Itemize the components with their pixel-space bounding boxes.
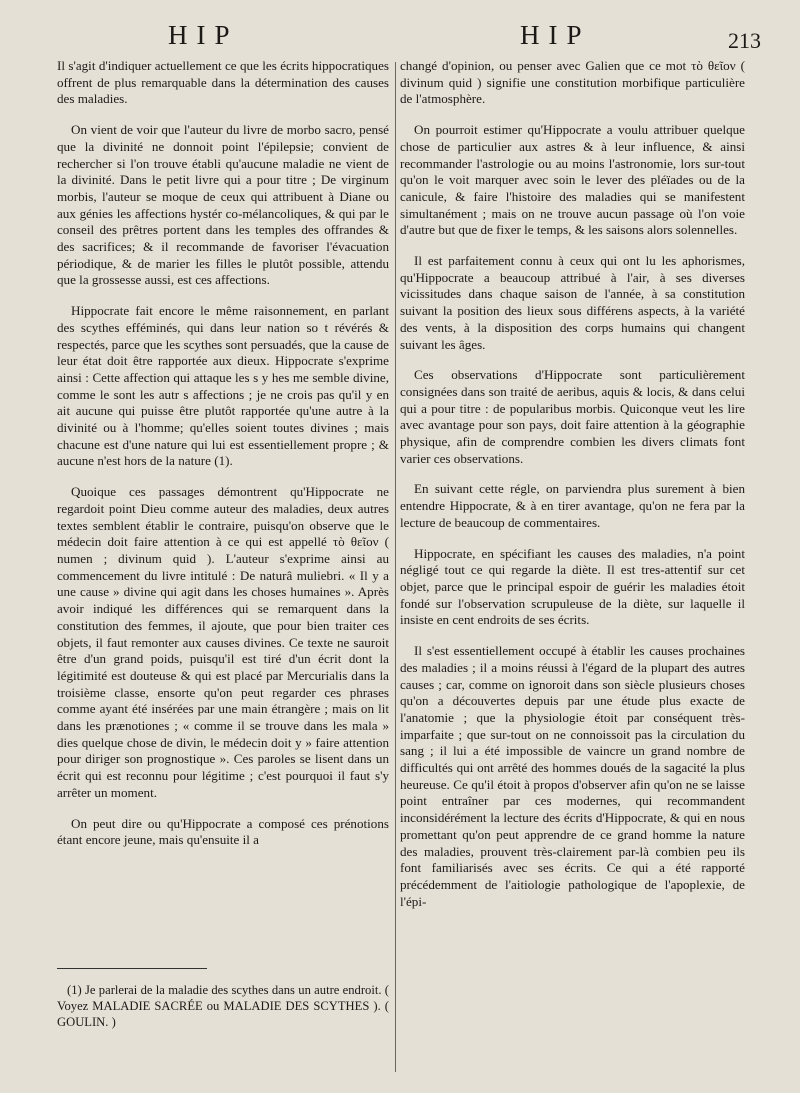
paragraph: Ces observations d'Hippocrate sont particulièrement consignées dans son traité de aeribus, aquis & locis, & dans celui qui a pour titre : de popularibus morbis. Quiconque veut les lire avec avantage pour son pays, doit faire attention à la géographie physique, afin de comprendre combien les divers climats font varier ces observations. (400, 367, 745, 466)
paragraph: En suivant cette régle, on parviendra plus surement à bien entendre Hippocrate, & à en tirer avantage, qu'on ne fera par la lecture de beaucoup de commentaires. (400, 481, 745, 530)
paragraph: Hippocrate fait encore le même raisonnement, en parlant des scythes efféminés, qui dans leur nation so t révérés & respectés, parce que les scythes sont persuadés, que la cause de leur état doit être rapportée aux dieux. Hippocrate s'exprime ainsi : Cette affection qui attaque les s y hes me semble divine, comme le sont les autr s affections ; je ne crois pas qu'il y en ait aucune qui puisse être plutôt rapportée qu'une autre à la divinité ou à l'homme; qu'elles soient toutes divines ; mais chacune est d'une nature qui lui est essentiellement propre ; & aucune n'est hors de la nature (1). (57, 303, 389, 469)
paragraph: changé d'opinion, ou penser avec Galien que ce mot τὸ θεῖον ( divinum quid ) signifie une constitution morbifique particulière de l'atmosphère. (400, 58, 745, 107)
paragraph: Il s'est essentiellement occupé à établir les causes prochaines des maladies ; il a moins réussi à l'égard de la plupart des autres causes ; car, comme on ignoroit dans son siècle plusieurs choses qu'on a découvertes depuis par une étude plus exacte de l'anatomie ; que la physiologie étoit par conséquent très-imparfaite ; que sur-tout on ne connoissoit pas la circulation du sang ; il lui a été impossible de vaincre un grand nombre de difficultés qui ont arrêté des hommes doués de la sagacité la plus heureuse. Ce qu'il étoit à propos d'observer afin qu'on ne se laisse point entraîner par ces modernes, qui recommandent inconsidérément la lecture des écrits d'Hippocrate, & qui en nous promettant qu'on peut apprendre de ce grand homme la nature des maladies, prouvent très-clairement par-là combien peu ils font familiarisés avec ses écrits. Ce qui a été rapporté précédemment de l'aitiologie pathologique de l'apoplexie, de l'épi- (400, 643, 745, 909)
paragraph: Il est parfaitement connu à ceux qui ont lu les aphorismes, qu'Hippocrate a beaucoup attribué à l'air, à ses diverses vicissitudes dans chaque saison de l'année, à sa constitution suivant la position des lieux sous différens aspects, à la variété des vents, à la disposition des corps humains qui changent suivant les âges. (400, 253, 745, 352)
footnote: (1) Je parlerai de la maladie des scythes dans un autre endroit. ( Voyez MALADIE SACRÉE ou MALADIE DES SCYTHES ). ( GOULIN. ) (57, 983, 389, 1029)
paragraph: On pourroit estimer qu'Hippocrate a voulu attribuer quelque chose de particulier aux astres & à leur influence, & ainsi recommander l'astrologie ou au moins l'astronomie, lors sur-tout qu'on le voit marquer avec soin le lever des pléïades ou de la canicule, & faire l'histoire des maladies qui se manifestent simultanément ; mais on ne trouve aucun passage où l'on voie d'autre but que de fixer le temps, & les saisons alors solennelles. (400, 122, 745, 238)
left-column (57, 58, 389, 863)
paragraph: Quoique ces passages démontrent qu'Hippocrate ne regardoit point Dieu comme auteur des maladies, deux autres textes semblent établir le contraire, puisqu'on observe que le médecin doit faire attention à ce qui est appellé τὸ θεῖον ( numen ; divinum quid ). L'auteur s'exprime ainsi au commencement du livre intitulé : De naturâ muliebri. « Il y a une cause » divine qui agit dans les choses humaines ». Après avoir indiqué les différences qui se remarquent dans la constitution des femmes, il ajoute, que pour bien traiter ces objets, il faut remonter aux causes divines. Ce texte ne sauroit être d'un grand poids, puisqu'il est tiré d'un écrit dont la légitimité est douteuse & qui est placé par Mercurialis dans la troisième classe, ensorte qu'on peut regarder ces phrases comme ayant été insérées par une main étrangère ; mais on lit dans les prænotiones ; « comme il se trouve dans les mala » dies quelque chose de divin, le médecin doit y » faire attention pour diriger son prognostique ». Ces paroles se lisent dans un écrit qui est reconnu pour légitime ; c'est pourquoi il faut s'y arrêter un moment. (57, 484, 389, 800)
column-divider (395, 62, 396, 1072)
running-head-left: HIP (168, 20, 239, 50)
paragraph: Hippocrate, en spécifiant les causes des maladies, n'a point négligé tout ce qui regarde la diète. Il est tres-attentif sur cet objet, parce que le principal espoir de guérir les maladies étoit fondé sur l'observation scrupuleuse de la diète, sur laquelle il insiste en cent endroits de ses écrits. (400, 545, 745, 628)
footnote-rule (57, 968, 207, 969)
paragraph: On peut dire ou qu'Hippocrate a composé ces prénotions étant encore jeune, mais qu'ensuite il a (57, 815, 389, 848)
paragraph: On vient de voir que l'auteur du livre de morbo sacro, pensé que la divinité ne donnoit point l'épilepsie; convient de rechercher si l'on trouve établi qu'aucune maladie ne vient de la divinité. Dans le petit livre qui a pour titre ; De virginum morbis, l'auteur se moque de ceux qui attribuent à Diane ou aux génies les affections hystér co-mélancoliques, & qui par le conseil des prêtres portent dans les temples des offrandes & des sacrifices; & il recommande de favoriser l'évacuation périodique, & de marier les filles le plutôt possible, attendu que la grossesse aussi, est ces affections. (57, 122, 389, 288)
running-head-right: HIP (520, 20, 591, 50)
paragraph: Il s'agit d'indiquer actuellement ce que les écrits hippocratiques offrent de plus remarquable dans la détermination des causes des maladies. (57, 58, 389, 107)
right-column (400, 58, 745, 924)
page-number: 213 (728, 28, 761, 53)
